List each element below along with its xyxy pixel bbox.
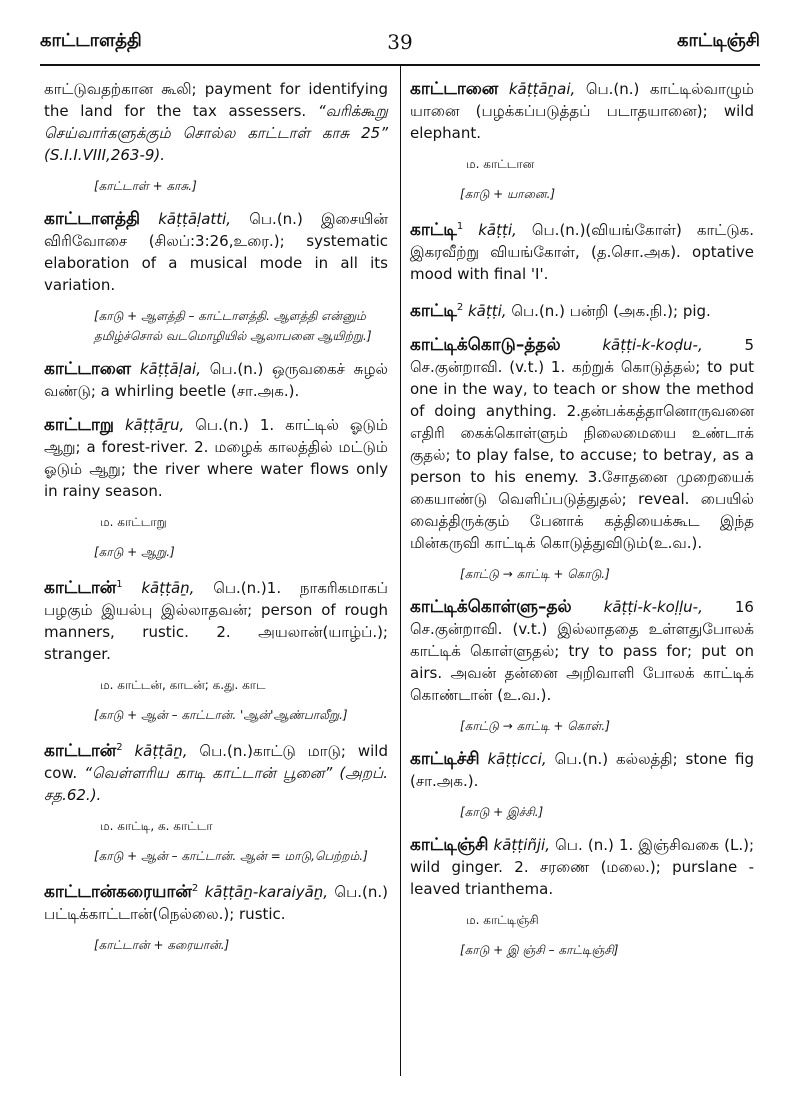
- headword: காட்டி: [410, 301, 457, 321]
- cognates: ம. காட்டிஞ்சி: [466, 913, 539, 927]
- definition: செ.குன்றாவி. (v.t.) இல்லாததை உள்ளதுபோலக் காட்டிக் கொள்ளுதல்; try to pass for; put on airs. அவன் தன்னை அறிவாளி போலக் காட்டிக் கொண்டான் (உ.வ.).: [410, 620, 754, 704]
- definition: பெ.(n.) காட்டில்வாழும் யானை (பழக்கப்படுத்தப் படாதயானை); wild elephant.: [410, 80, 754, 142]
- etymology: [காடு + யானை.]: [460, 187, 556, 201]
- right-column: [410, 78, 754, 960]
- cognates: ம. காட்டன், காடன்; க.து. காட: [100, 678, 266, 692]
- entry-katti-1: [410, 216, 754, 285]
- column-divider: [400, 66, 401, 1076]
- etymology: [காடு + ஆளத்தி – காட்டாளத்தி. ஆளத்தி என்னும் தமிழ்ச்சொல் வடமொழியில் ஆலாபனை ஆயிற்று.]: [94, 309, 372, 343]
- transliteration: kāṭṭāḷatti,: [158, 210, 232, 228]
- etymology: [காட்டு → காட்டி + கொடு.]: [460, 567, 610, 581]
- entry-continuation: [44, 78, 388, 196]
- definition: பெ.(n.) இசையின் விரிவோசை (சிலப்:3:26,உரை.); systematic elaboration of a musical mode in all its variation.: [44, 210, 388, 294]
- headword: காட்டிக்கொள்ளு–தல்: [410, 597, 572, 617]
- entry-katticci: [410, 748, 754, 822]
- headword: காட்டாளத்தி: [44, 209, 141, 229]
- transliteration: kāṭṭāḷai,: [139, 360, 201, 378]
- etymology: [காட்டான் + கரையான்.]: [94, 938, 230, 952]
- definition: பெ.(n.)காட்டு மாடு; wild cow.: [44, 742, 388, 782]
- definition: காட்டுவதற்கான கூலி; payment for identifying the land for the tax assessers.: [44, 80, 388, 120]
- definition: பெ.(n.)1. நாகரிகமாகப் பழகும் இயல்பு இல்லாதவன்; person of rough manners, rustic. 2. அயலான்(யாழ்ப்.); stranger.: [44, 579, 388, 663]
- headword: காட்டாறு: [44, 415, 114, 435]
- entry-kattalai: [44, 358, 388, 402]
- transliteration: kāṭṭāṉ,: [134, 742, 188, 760]
- headword: காட்டான்: [44, 741, 117, 761]
- definition: பெ. (n.) 1. இஞ்சிவகை (L.); wild ginger. 2. சரணை (மலை.); purslane - leaved trianthema.: [410, 836, 754, 898]
- entry-kattikkollu: [410, 596, 754, 736]
- definition: பெ.(n.) பன்றி (அக.நி.); pig.: [511, 302, 711, 320]
- entry-kattanai: [410, 78, 754, 204]
- header-right-guideword: காட்டிஞ்சி: [676, 30, 760, 51]
- definition: பெ.(n.) கல்லத்தி; stone fig (சா.அக.).: [410, 750, 754, 790]
- headword: காட்டிஞ்சி: [410, 835, 489, 855]
- transliteration: kāṭṭāṉ-karaiyāṉ,: [204, 883, 329, 901]
- entry-kattikkodu: [410, 334, 754, 584]
- verb-class-number: 16: [734, 598, 754, 616]
- homonym-number: 2: [116, 742, 123, 753]
- headword: காட்டாளை: [44, 359, 132, 379]
- transliteration: kāṭṭāṟu,: [124, 416, 185, 434]
- transliteration: kāṭṭi,: [467, 302, 507, 320]
- headword: காட்டிக்கொடு–த்தல்: [410, 335, 561, 355]
- page-number: 39: [387, 30, 413, 54]
- homonym-number: 1: [456, 221, 464, 232]
- etymology: [காடு + இச்சி.]: [460, 805, 544, 819]
- header-left-guideword: காட்டாளத்தி: [40, 30, 142, 51]
- transliteration: kāṭṭi-k-koḍu-,: [602, 336, 703, 354]
- entry-kattan-2: [44, 737, 388, 866]
- headword: காட்டி: [410, 220, 457, 240]
- definition: பெ.(n.) ஒருவகைச் சுழல் வண்டு; a whirling beetle (சா.அக.).: [44, 360, 388, 400]
- etymology: [காடு + ஆறு.]: [94, 545, 175, 559]
- transliteration: kāṭṭicci,: [487, 750, 547, 768]
- cognates: ம. காட்டாறு: [100, 515, 167, 529]
- cognates: ம. காட்டி, க. காட்டா: [100, 819, 213, 833]
- citation: “வரிக்கூறு செய்வார்களுக்கும் சொல்ல காட்டாள் காசு 25” (S.I.I.VIII,263-9).: [44, 102, 388, 164]
- etymology: [காட்டாள் + காசு.]: [94, 179, 197, 193]
- citation: “வெள்ளரிய காடி காட்டான் பூனை” (அறப். சத.62.).: [44, 764, 388, 804]
- homonym-number: 1: [116, 579, 123, 590]
- entry-kattan-1: [44, 574, 388, 725]
- transliteration: kāṭṭi-k-koḷḷu-,: [603, 598, 703, 616]
- headword: காட்டானை: [410, 79, 499, 99]
- etymology: [காடு + இ ஞ்சி – காட்டிஞ்சி]: [460, 943, 619, 957]
- definition: பெ.(n.) பட்டிக்காட்டான்(நெல்லை.); rustic.: [44, 883, 388, 923]
- definition: பெ.(n.)(வியங்கோள்) காட்டுக. இகரவீற்று வியங்கோள், (த.சொ.அக). optative mood with final 'I'.: [410, 221, 754, 283]
- entry-kattankaraiyan: [44, 878, 388, 955]
- etymology: [காடு + ஆன் – காட்டான். 'ஆன்'ஆண்பாலீறு.]: [94, 708, 348, 722]
- etymology: [காடு + ஆன் – காட்டான். ஆன் = மாடு,பெற்றம்.]: [94, 849, 368, 863]
- transliteration: kāṭṭi,: [478, 221, 517, 239]
- transliteration: kāṭṭāṉai,: [508, 80, 576, 98]
- definition: 5 செ.குன்றாவி. (v.t.) 1. கற்றுக் கொடுத்தல்; to put one in the way, to teach or show the method of doing anything. 2.தன்பக்கத்தானொருவனை எதிரி கைக்கொள்ளும் நிலைமையை உண்டாக் குதல்; to play false, to accuse; to betray, as a person to his enemy. 3.சோதனை முறையைக் கையாண்டு வெளிப்படுத்துதல்; reveal. பையில் வைத்திருக்கும் பேனாக் கத்தியைக்கூட இந்த மின்கருவி காட்டிக் கொடுத்துவிடும்(உ.வ.).: [410, 336, 754, 552]
- homonym-number: 2: [191, 883, 199, 894]
- left-column: [44, 78, 388, 955]
- homonym-number: 2: [456, 302, 464, 313]
- entry-kattalatti: [44, 208, 388, 346]
- definition: பெ.(n.) 1. காட்டில் ஓடும் ஆறு; a forest-river. 2. மழைக் காலத்தில் மட்டும் ஓடும் ஆறு; the river where water flows only in rainy season.: [44, 416, 388, 500]
- cognates: ம. காட்டான: [466, 157, 535, 171]
- headword: காட்டிச்சி: [410, 749, 480, 769]
- entry-katti-2: [410, 297, 754, 322]
- page-header: [40, 30, 760, 60]
- entry-kattinji: [410, 834, 754, 960]
- headword: காட்டான்கரையான்: [44, 882, 192, 902]
- headword: காட்டான்: [44, 578, 117, 598]
- transliteration: kāṭṭāṉ,: [141, 579, 195, 597]
- etymology: [காட்டு → காட்டி + கொள்.]: [460, 719, 610, 733]
- transliteration: kāṭṭiñji,: [493, 836, 550, 854]
- entry-kattaru: [44, 414, 388, 562]
